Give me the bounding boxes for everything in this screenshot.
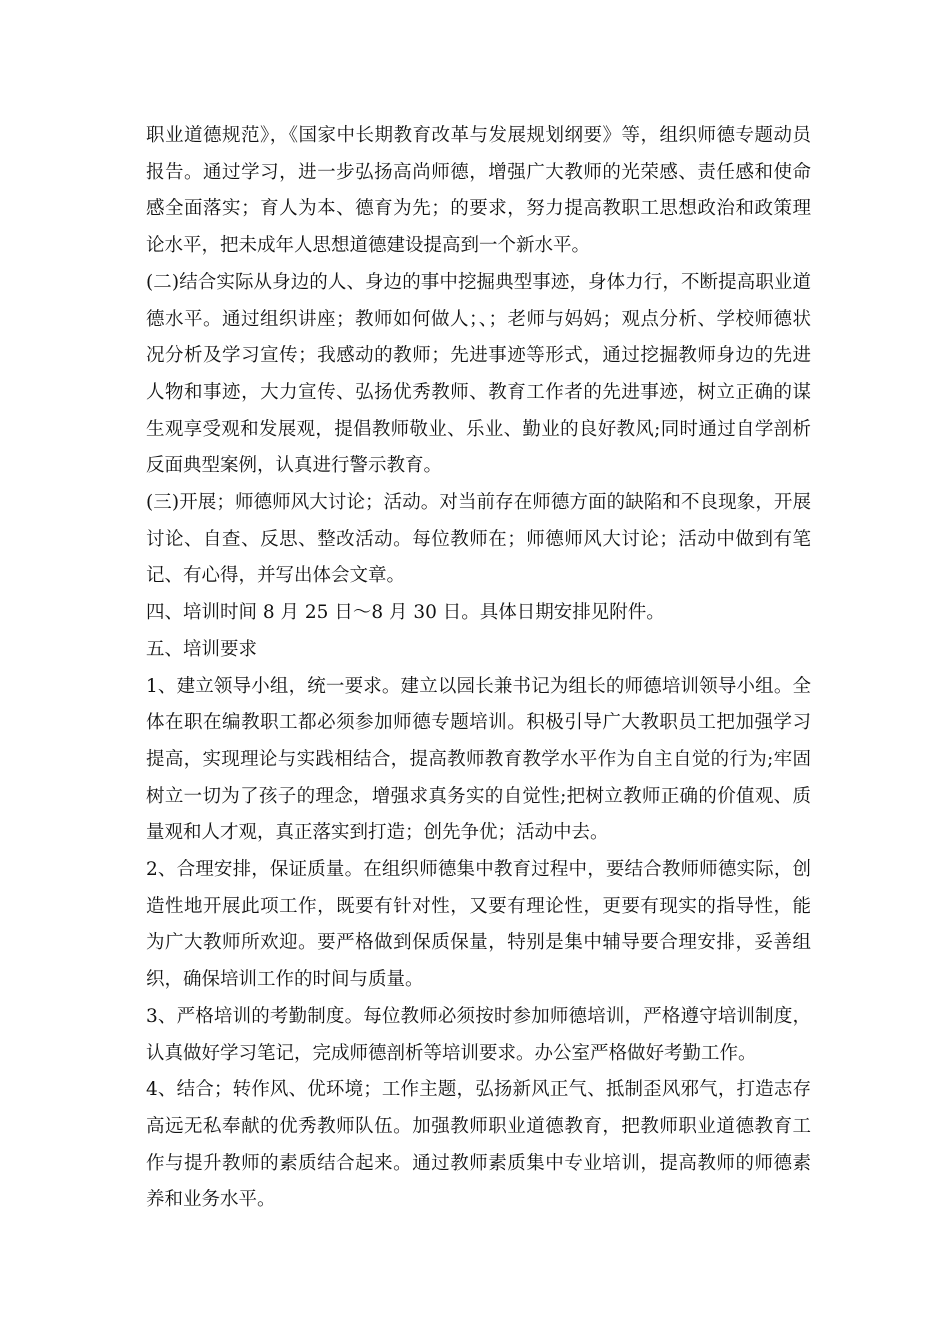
paragraph-requirement-2: 2、合理安排，保证质量。在组织师德集中教育过程中，要结合教师师德实际，创造性地开展此项工作，既要有针对性，又要有理论性，更要有现实的指导性，能为广大教师所欢迎。要严格做到保质保量，特别是集中辅导要合理安排，妥善组织，确保培训工作的时间与质量。 (146, 859, 811, 991)
paragraph-training-time: 四、培训时间 8 月 25 日～8 月 30 日。具体日期安排见附件。 (146, 602, 665, 624)
paragraph-study-continuation: 职业道德规范》，《国家中长期教育改革与发展规划纲要》等，组织师德专题动员报告。通过学习，进一步弘扬高尚师德，增强广大教师的光荣感、责任感和使命感全面落实；育人为本、德育为先；的要求，努力提高教职工思想政治和政策理论水平，把未成年人思想道德建设提高到一个新水平。 (146, 125, 811, 257)
paragraph-section-two: (二)结合实际从身边的人、身边的事中挖掘典型事迹，身体力行，不断提高职业道德水平。通过组织讲座；教师如何做人；、；老师与妈妈；观点分析、学校师德状况分析及学习宣传；我感动的教师；先进事迹等形式，通过挖掘教师身边的先进人物和事迹，大力宣传、弘扬优秀教师、教育工作者的先进事迹，树立正确的谋生观享受观和发展观，提倡教师敬业、乐业、勤业的良好教风;同时通过自学剖析反面典型案例，认真进行警示教育。 (146, 271, 811, 477)
paragraph-section-three: (三)开展；师德师风大讨论；活动。对当前存在师德方面的缺陷和不良现象，开展讨论、自查、反思、整改活动。每位教师在；师德师风大讨论；活动中做到有笔记、有心得，并写出体会文章。 (146, 492, 811, 587)
paragraph-requirement-4: 4、结合；转作风、优环境；工作主题，弘扬新风正气、抵制歪风邪气，打造志存高远无私奉献的优秀教师队伍。加强教师职业道德教育，把教师职业道德教育工作与提升教师的素质结合起来。通过教师素质集中专业培训，提高教师的师德素养和业务水平。 (146, 1079, 811, 1211)
paragraph-requirement-1: 1、建立领导小组，统一要求。建立以园长兼书记为组长的师德培训领导小组。全体在职在编教职工都必须参加师德专题培训。积极引导广大教职员工把加强学习提高，实现理论与实践相结合，提高教师教育教学水平作为自主自觉的行为;牢固树立一切为了孩子的理念，增强求真务实的自觉性;把树立教师正确的价值观、质量观和人才观，真正落实到打造；创先争优；活动中去。 (146, 675, 811, 844)
paragraph-requirement-3: 3、严格培训的考勤制度。每位教师必须按时参加师德培训，严格遵守培训制度，认真做好学习笔记，完成师德剖析等培训要求。办公室严格做好考勤工作。 (146, 1005, 811, 1064)
heading-training-requirements: 五、培训要求 (146, 638, 258, 660)
document-body (146, 118, 811, 1219)
